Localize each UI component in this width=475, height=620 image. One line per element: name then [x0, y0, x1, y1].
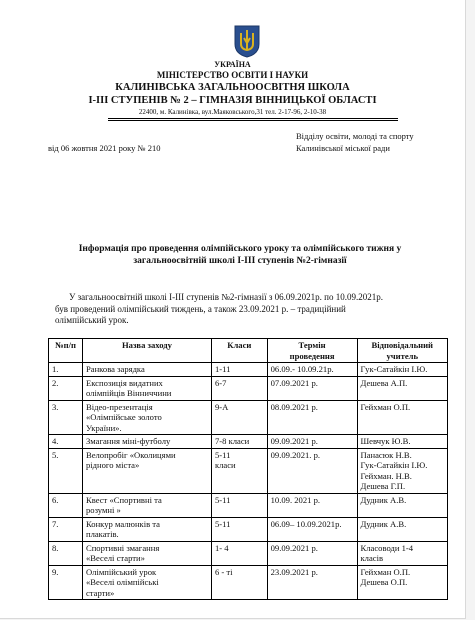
- cell-event-name-line: «Веселі олімпійські: [85, 577, 159, 587]
- cell-event-name-line: Відео-презентація: [85, 401, 153, 412]
- country-name: УКРАЇНА: [214, 60, 251, 69]
- table-row: [49, 565, 448, 600]
- school-address: 22400, м. Калинівка, вул.Маяковського,31 тел. 2-17-96, 2-10-38: [138, 108, 327, 116]
- cell-num: 2.: [49, 376, 83, 400]
- school-name-line1: КАЛИНІВСЬКА ЗАГАЛЬНООСВІТНЯ ШКОЛА: [115, 82, 350, 93]
- cell-num: 4.: [49, 435, 83, 449]
- cell-term-line: 08.09.2021 р.: [270, 401, 318, 412]
- cell-term-line: 09.09.2021. р.: [270, 449, 321, 460]
- cell-responsible-line: Дудник А.В.: [360, 518, 407, 529]
- cell-responsible: [357, 435, 448, 449]
- cell-classes: [211, 400, 267, 435]
- cell-term-line: 09.09.2021 р.: [270, 542, 318, 553]
- cell-classes: [211, 565, 267, 600]
- cell-event-name: [82, 448, 211, 493]
- cell-classes-line: 1- 4: [214, 542, 229, 553]
- intro-paragraph: [55, 292, 447, 327]
- cell-num: 5.: [49, 448, 83, 493]
- title-line: загальноосвітній школі І-ІІІ ступенів №2-гімназії: [133, 256, 347, 266]
- cell-classes-line: 5-11: [214, 449, 231, 460]
- cell-event-name-line: Олімпійський урок: [85, 566, 157, 577]
- cell-term-line: 09.09.2021 р.: [270, 436, 318, 446]
- cell-classes-line: 5-11: [214, 518, 231, 529]
- cell-event-name: [82, 565, 211, 600]
- coat-of-arms-icon: [233, 24, 261, 58]
- table-row: [49, 493, 448, 517]
- cell-responsible-line: Шевчук Ю.В.: [360, 436, 411, 446]
- header-divider: [108, 120, 398, 121]
- cell-responsible-line: Гейхман. Н.В.: [360, 470, 412, 481]
- cell-event-name-line: Експозиція видатних: [85, 377, 163, 388]
- cell-event-name-line: Велопробіг «Околицями: [85, 449, 176, 460]
- cell-term: [267, 376, 357, 400]
- table-row: [49, 541, 448, 565]
- cell-responsible-line: Панасюк Н.В.: [360, 449, 412, 460]
- cell-num: 6.: [49, 493, 83, 517]
- cell-classes-line: 6-7: [214, 377, 227, 388]
- cell-responsible-line: Гейхман О.П.: [360, 401, 411, 412]
- cell-responsible: [357, 448, 448, 493]
- cell-event-name-line: Ранкова зарядка: [85, 364, 145, 374]
- cell-responsible: [357, 517, 448, 541]
- cell-event-name: [82, 435, 211, 449]
- cell-term-line: 23.09.2021 р.: [270, 566, 318, 577]
- cell-num: 3.: [49, 400, 83, 435]
- table-row: [49, 435, 448, 449]
- cell-event-name: [82, 400, 211, 435]
- cell-term: [267, 400, 357, 435]
- cell-responsible: [357, 363, 448, 377]
- cell-event-name-line: Квест «Спортивні та: [85, 494, 162, 505]
- cell-responsible-line: Гук-Сатайкін І.Ю.: [360, 460, 428, 470]
- cell-responsible-line: Дешева Г.П.: [360, 481, 406, 491]
- cell-responsible-line: Гук-Сатайкін І.Ю.: [360, 364, 428, 374]
- cell-event-name-line: старти»: [85, 587, 115, 598]
- cell-classes-line: 1-11: [214, 364, 231, 374]
- cell-responsible: [357, 493, 448, 517]
- cell-term-line: 06.09.- 10.09.21р.: [270, 364, 334, 374]
- ministry-name: МІНІСТЕРСТВО ОСВІТИ І НАУКИ: [156, 70, 309, 80]
- cell-responsible-line: Класоводи 1-4: [360, 542, 414, 553]
- cell-event-name-line: «Веселі старти»: [85, 553, 145, 563]
- cell-event-name-line: Змагання міні-футболу: [85, 436, 171, 446]
- cell-term: [267, 435, 357, 449]
- header-term: Термін проведення: [267, 339, 357, 363]
- table-row: [49, 376, 448, 400]
- cell-event-name-line: Конкур малюнків та: [85, 518, 160, 529]
- cell-event-name: [82, 363, 211, 377]
- cell-num: 1.: [49, 363, 83, 377]
- cell-classes-line: класи: [214, 460, 236, 470]
- cell-event-name-line: плакатів.: [85, 529, 119, 539]
- addressee-line: Калинівської міської ради: [296, 143, 390, 153]
- cell-term: [267, 363, 357, 377]
- cell-term-line: 07.09.2021 р.: [270, 377, 318, 388]
- cell-responsible: [357, 376, 448, 400]
- cell-responsible: [357, 565, 448, 600]
- cell-term: [267, 448, 357, 493]
- cell-event-name: [82, 517, 211, 541]
- cell-classes: [211, 363, 267, 377]
- cell-classes: [211, 376, 267, 400]
- cell-event-name: [82, 493, 211, 517]
- cell-term: [267, 493, 357, 517]
- title-line: Інформація про проведення олімпійського уроку та олімпійського тижня у: [78, 244, 402, 254]
- table-row: [49, 400, 448, 435]
- cell-event-name: [82, 376, 211, 400]
- header-num: №п/п: [49, 339, 83, 363]
- intro-line: олімпійський урок.: [55, 315, 129, 325]
- cell-responsible: [357, 400, 448, 435]
- addressee: [296, 130, 414, 154]
- cell-classes-line: 9-А: [214, 401, 229, 412]
- cell-term: [267, 541, 357, 565]
- cell-classes: [211, 493, 267, 517]
- cell-num: 8.: [49, 541, 83, 565]
- header-responsible: Відповідальний учитель: [357, 339, 448, 363]
- events-table: [48, 338, 448, 600]
- cell-term-line: 06.09– 10.09.2021р.: [270, 518, 342, 529]
- cell-event-name-line: «Олімпійське золото: [85, 412, 162, 422]
- cell-classes: [211, 448, 267, 493]
- cell-event-name-line: Спортивні змагання: [85, 542, 160, 553]
- cell-responsible-line: Дудник А.В.: [360, 494, 407, 505]
- cell-responsible-line: Дешева О.П.: [360, 577, 408, 587]
- cell-num: 9.: [49, 565, 83, 600]
- cell-classes: [211, 435, 267, 449]
- table-header-row: [49, 339, 448, 363]
- cell-event-name-line: олімпійців Вінниччини: [85, 388, 172, 398]
- header-classes: Класи: [211, 339, 267, 363]
- intro-line: У загальноосвітній школі І-ІІІ ступенів №2-гімназії з 06.09.2021р. по 10.09.2021р.: [69, 292, 383, 302]
- cell-classes-line: 5-11: [214, 494, 231, 505]
- cell-term-line: 10.09. 2021 р.: [270, 494, 321, 505]
- header-divider: [108, 118, 398, 119]
- intro-line: був проведений олімпійський тиждень, а також 23.09.2021 р. – традиційний: [55, 303, 346, 314]
- cell-event-name-line: України».: [85, 422, 122, 433]
- cell-term: [267, 517, 357, 541]
- table-row: [49, 448, 448, 493]
- cell-num: 7.: [49, 517, 83, 541]
- school-name-line2: І-ІІІ СТУПЕНІВ № 2 – ГІМНАЗІЯ ВІННИЦЬКОЇ ОБЛАСТІ: [88, 95, 377, 106]
- cell-term: [267, 565, 357, 600]
- cell-classes-line: 6 - ті: [214, 566, 233, 577]
- cell-responsible-line: класів: [360, 553, 384, 563]
- outgoing-number: від 06 жовтня 2021 року № 210: [48, 143, 161, 153]
- cell-event-name: [82, 541, 211, 565]
- cell-responsible: [357, 541, 448, 565]
- document-title: [40, 243, 440, 267]
- cell-responsible-line: Дешева А.П.: [360, 377, 408, 388]
- cell-classes: [211, 517, 267, 541]
- cell-classes: [211, 541, 267, 565]
- cell-event-name-line: рідного міста»: [85, 460, 140, 470]
- cell-classes-line: 7-8 класи: [214, 436, 250, 446]
- addressee-line: Відділу освіти, молоді та спорту: [296, 131, 414, 141]
- cell-event-name-line: розумні »: [85, 505, 121, 515]
- cell-responsible-line: Гейхман О.П.: [360, 566, 411, 577]
- header-name: Назва заходу: [82, 339, 211, 363]
- table-row: [49, 517, 448, 541]
- table-row: [49, 363, 448, 377]
